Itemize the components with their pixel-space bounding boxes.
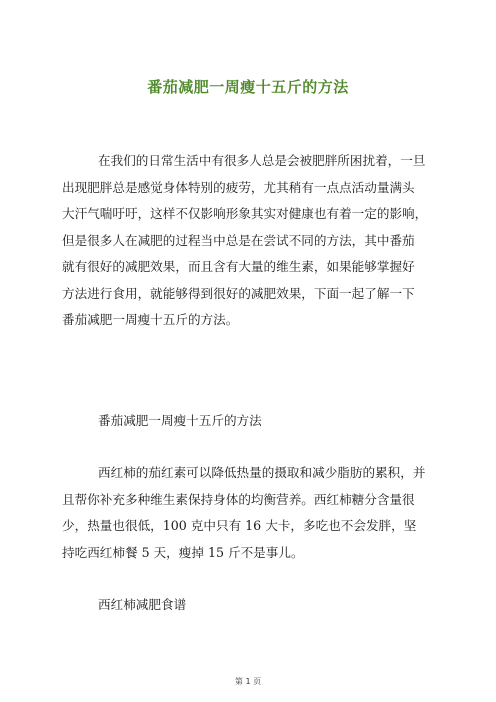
document-title: 番茄减肥一周瘦十五斤的方法 xyxy=(147,78,349,96)
body-line: 西红柿的茄红素可以降低热量的摄取和减少脂肪的累积，并 xyxy=(98,465,426,480)
page-number-footer: 第 1 页 xyxy=(234,677,262,686)
body-paragraph xyxy=(62,460,434,566)
intro-line: 大汗气喘吁吁，这样不仅影响形象其实对健康也有着一定的影响， xyxy=(62,206,428,221)
intro-line: 出现肥胖总是感觉身体特别的疲劳，尤其稍有一点点活动量满头 xyxy=(62,179,415,195)
intro-paragraph xyxy=(62,148,434,334)
subheading: 西红柿减肥食谱 xyxy=(98,597,187,612)
section-heading: 番茄减肥一周瘦十五斤的方法 xyxy=(98,413,262,428)
intro-line: 就有很好的减肥效果，而且含有大量的维生素，如果能够掌握好 xyxy=(62,259,415,274)
intro-line: 但是很多人在减肥的过程当中总是在尝试不同的方法，其中番茄 xyxy=(62,232,415,248)
intro-line: 在我们的日常生活中有很多人总是会被肥胖所困扰着，一旦 xyxy=(98,153,426,168)
body-line: 且帮你补充多种维生素保持身体的均衡营养。西红柿糖分含量很 xyxy=(62,491,415,507)
body-line: 少，热量也很低，100 克中只有 16 大卡，多吃也不会发胖，坚 xyxy=(62,518,417,533)
intro-line: 番茄减肥一周瘦十五斤的方法。 xyxy=(62,312,239,327)
body-line: 持吃西红柿餐 5 天，瘦掉 15 斤不是事儿。 xyxy=(62,544,304,560)
intro-line: 方法进行食用，就能够得到很好的减肥效果，下面一起了解一下 xyxy=(62,285,415,301)
